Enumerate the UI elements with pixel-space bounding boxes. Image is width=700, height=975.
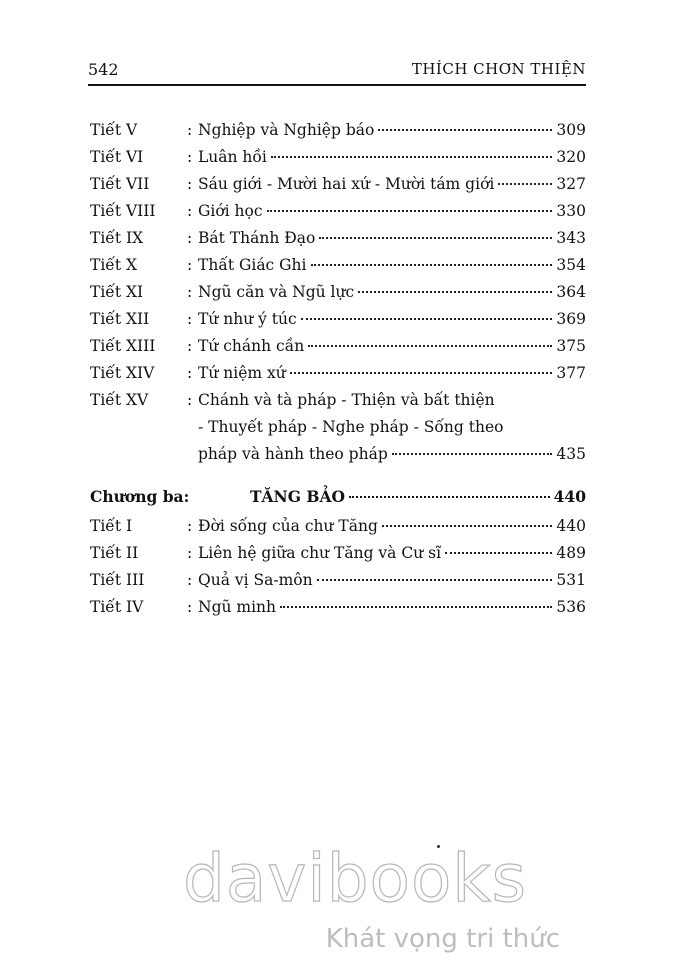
toc-row-page: 309 bbox=[556, 121, 586, 139]
toc-colon: : bbox=[187, 175, 193, 193]
toc-row-page: 440 bbox=[556, 517, 586, 535]
dot-leader bbox=[271, 156, 553, 158]
toc-row bbox=[90, 337, 586, 364]
toc-colon: : bbox=[187, 256, 193, 274]
toc-row bbox=[90, 175, 586, 202]
toc-colon: : bbox=[187, 148, 193, 166]
watermark-logo: davibooks bbox=[183, 840, 527, 917]
toc-row-title: Thất Giác Ghi bbox=[198, 256, 307, 274]
toc-row-label: Tiết XIV bbox=[90, 364, 155, 382]
toc-colon: : bbox=[187, 517, 193, 535]
toc-row-page: 327 bbox=[556, 175, 586, 193]
dot-leader bbox=[267, 210, 553, 212]
toc-row-page: 531 bbox=[556, 571, 586, 589]
toc-row-label: Tiết VI bbox=[90, 148, 144, 166]
dot-leader bbox=[498, 183, 552, 185]
toc-row-title-line-3: pháp và hành theo pháp bbox=[198, 445, 388, 463]
toc-row-title: Tứ như ý túc bbox=[198, 310, 297, 328]
running-title: THÍCH CHƠN THIỆN bbox=[411, 60, 586, 78]
toc-row bbox=[90, 121, 586, 148]
toc-colon: : bbox=[187, 364, 193, 382]
toc-row-title: Luân hồi bbox=[198, 148, 267, 166]
dot-leader bbox=[311, 264, 553, 266]
toc-row-title-line-2: - Thuyết pháp - Nghe pháp - Sống theo bbox=[198, 418, 504, 436]
toc-row bbox=[90, 283, 586, 310]
toc-row-label: Tiết V bbox=[90, 121, 138, 139]
toc-row-page: 435 bbox=[556, 445, 586, 463]
table-of-contents bbox=[90, 121, 586, 625]
toc-row-label: Tiết III bbox=[90, 571, 145, 589]
toc-row-label: Tiết II bbox=[90, 544, 139, 562]
toc-row bbox=[90, 202, 586, 229]
toc-row-title: Bát Thánh Đạo bbox=[198, 229, 316, 247]
toc-row-label: Tiết IX bbox=[90, 229, 144, 247]
dot-leader bbox=[392, 453, 553, 455]
dot-leader bbox=[349, 496, 550, 498]
chapter-heading bbox=[90, 487, 586, 517]
page-number: 542 bbox=[88, 60, 119, 79]
toc-row-multiline bbox=[90, 391, 586, 472]
page-header bbox=[88, 60, 586, 86]
watermark-tagline: Khát vọng tri thức bbox=[325, 924, 560, 954]
dot-leader bbox=[358, 291, 552, 293]
toc-row-title: Tứ chánh cần bbox=[198, 337, 305, 355]
toc-row-title: Ngũ minh bbox=[198, 598, 277, 616]
toc-row-title-line-1: Chánh và tà pháp - Thiện và bất thiện bbox=[198, 391, 495, 409]
toc-row bbox=[90, 148, 586, 175]
toc-row-page: 369 bbox=[556, 310, 586, 328]
toc-row-page: 320 bbox=[556, 148, 586, 166]
toc-row-page: 375 bbox=[556, 337, 586, 355]
toc-row-page: 536 bbox=[556, 598, 586, 616]
toc-colon: : bbox=[187, 337, 193, 355]
toc-row-title: Tứ niệm xứ bbox=[198, 364, 286, 382]
dot-leader bbox=[378, 129, 552, 131]
toc-colon: : bbox=[187, 229, 193, 247]
toc-colon: : bbox=[187, 310, 193, 328]
chapter-page: 440 bbox=[553, 487, 586, 506]
toc-row-page: 364 bbox=[556, 283, 586, 301]
toc-colon: : bbox=[187, 571, 193, 589]
dot-leader bbox=[290, 372, 553, 374]
toc-row bbox=[90, 544, 586, 571]
toc-row-title: Đời sống của chư Tăng bbox=[198, 517, 378, 535]
toc-row bbox=[90, 571, 586, 598]
toc-row-page: 377 bbox=[556, 364, 586, 382]
toc-row-title: Ngũ căn và Ngũ lực bbox=[198, 283, 355, 301]
toc-row-label: Tiết XI bbox=[90, 283, 144, 301]
dot-leader bbox=[382, 525, 553, 527]
chapter-title: TĂNG BẢO bbox=[250, 487, 345, 506]
toc-row bbox=[90, 229, 586, 256]
toc-row-title: Nghiệp và Nghiệp báo bbox=[198, 121, 375, 139]
toc-row bbox=[90, 517, 586, 544]
toc-row-label: Tiết IV bbox=[90, 598, 144, 616]
toc-row-page: 343 bbox=[556, 229, 586, 247]
toc-row-label: Tiết XII bbox=[90, 310, 150, 328]
toc-row-label: Tiết X bbox=[90, 256, 138, 274]
dot-leader bbox=[280, 606, 552, 608]
toc-row-page: 354 bbox=[556, 256, 586, 274]
toc-colon: : bbox=[187, 202, 193, 220]
dot-leader bbox=[317, 579, 553, 581]
toc-colon: : bbox=[187, 598, 193, 616]
toc-row-page: 489 bbox=[556, 544, 586, 562]
dot-leader bbox=[445, 552, 552, 554]
toc-row-label: Tiết VII bbox=[90, 175, 150, 193]
dot-leader bbox=[301, 318, 553, 320]
toc-row bbox=[90, 598, 586, 625]
toc-row-title: Liên hệ giữa chư Tăng và Cư sĩ bbox=[198, 544, 442, 562]
toc-row-label: Tiết XV bbox=[90, 391, 149, 409]
toc-row bbox=[90, 310, 586, 337]
toc-colon: : bbox=[187, 391, 193, 409]
toc-colon: : bbox=[187, 121, 193, 139]
toc-row bbox=[90, 364, 586, 391]
toc-row-page: 330 bbox=[556, 202, 586, 220]
toc-colon: : bbox=[187, 544, 193, 562]
chapter-label: Chương ba: bbox=[90, 487, 190, 506]
toc-row bbox=[90, 256, 586, 283]
dot-leader bbox=[308, 345, 552, 347]
toc-colon: : bbox=[187, 283, 193, 301]
toc-row-title: Sáu giới - Mười hai xứ - Mười tám giới bbox=[198, 175, 495, 193]
dot-leader bbox=[319, 237, 552, 239]
toc-row-label: Tiết VIII bbox=[90, 202, 156, 220]
toc-row-title: Giới học bbox=[198, 202, 263, 220]
toc-row-label: Tiết XIII bbox=[90, 337, 156, 355]
toc-row-title: Quả vị Sa-môn bbox=[198, 571, 313, 589]
toc-row-label: Tiết I bbox=[90, 517, 133, 535]
